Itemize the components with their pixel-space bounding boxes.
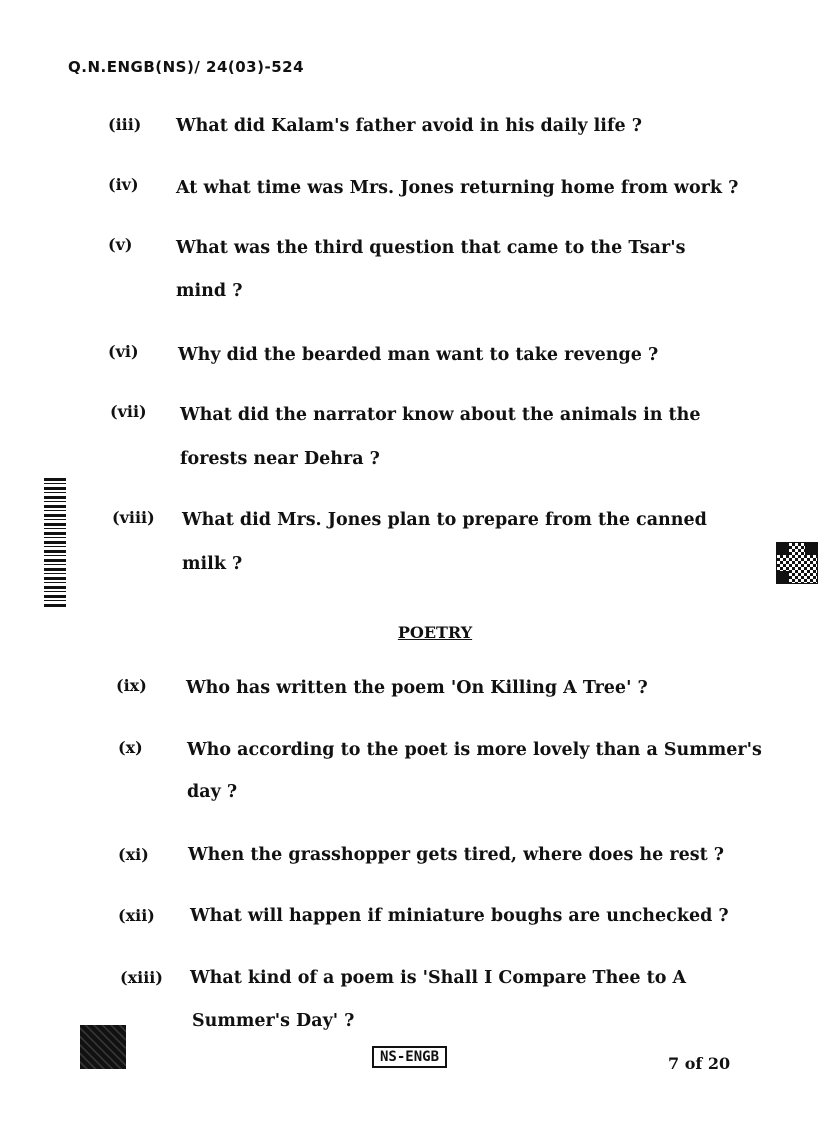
qr-code-graphic — [776, 542, 818, 584]
section-heading: POETRY — [397, 623, 473, 642]
question-number: (xii) — [118, 906, 155, 925]
barcode-graphic — [44, 478, 66, 608]
question-text-continued: day ? — [187, 782, 238, 802]
question-number: (vii) — [110, 402, 147, 421]
question-text: At what time was Mrs. Jones returning home from work ? — [176, 178, 739, 198]
scan-mark-graphic — [80, 1025, 126, 1069]
question-number: (iv) — [108, 175, 139, 194]
question-text-continued: forests near Dehra ? — [180, 449, 380, 469]
question-number: (iii) — [108, 115, 142, 134]
question-text-continued: milk ? — [182, 554, 243, 574]
question-text: What will happen if miniature boughs are unchecked ? — [190, 906, 729, 926]
question-paper-code: Q.N.ENGB(NS)/ 24(03)-524 — [68, 58, 305, 76]
question-number: (xi) — [118, 845, 149, 864]
question-number: (ix) — [116, 676, 147, 695]
question-text: Who according to the poet is more lovely than a Summer's — [187, 740, 762, 760]
page-number: 7 of 20 — [668, 1054, 731, 1073]
question-number: (xiii) — [120, 968, 163, 987]
paper-code-box: NS-ENGB — [372, 1046, 447, 1068]
question-text-continued: mind ? — [176, 281, 243, 301]
question-text: What was the third question that came to the Tsar's — [176, 238, 686, 258]
question-text: What did Kalam's father avoid in his daily life ? — [176, 116, 642, 136]
question-text: When the grasshopper gets tired, where does he rest ? — [188, 845, 725, 865]
question-text: Who has written the poem 'On Killing A Tree' ? — [186, 678, 648, 698]
question-text: What kind of a poem is 'Shall I Compare Thee to A — [190, 968, 687, 988]
question-number: (vi) — [108, 342, 139, 361]
question-text-continued: Summer's Day' ? — [192, 1011, 355, 1031]
question-text: Why did the bearded man want to take revenge ? — [178, 345, 659, 365]
question-text: What did Mrs. Jones plan to prepare from the canned — [182, 510, 707, 530]
question-number: (v) — [108, 235, 133, 254]
question-text: What did the narrator know about the animals in the — [180, 405, 701, 425]
question-number: (viii) — [112, 508, 155, 527]
question-number: (x) — [118, 738, 143, 757]
